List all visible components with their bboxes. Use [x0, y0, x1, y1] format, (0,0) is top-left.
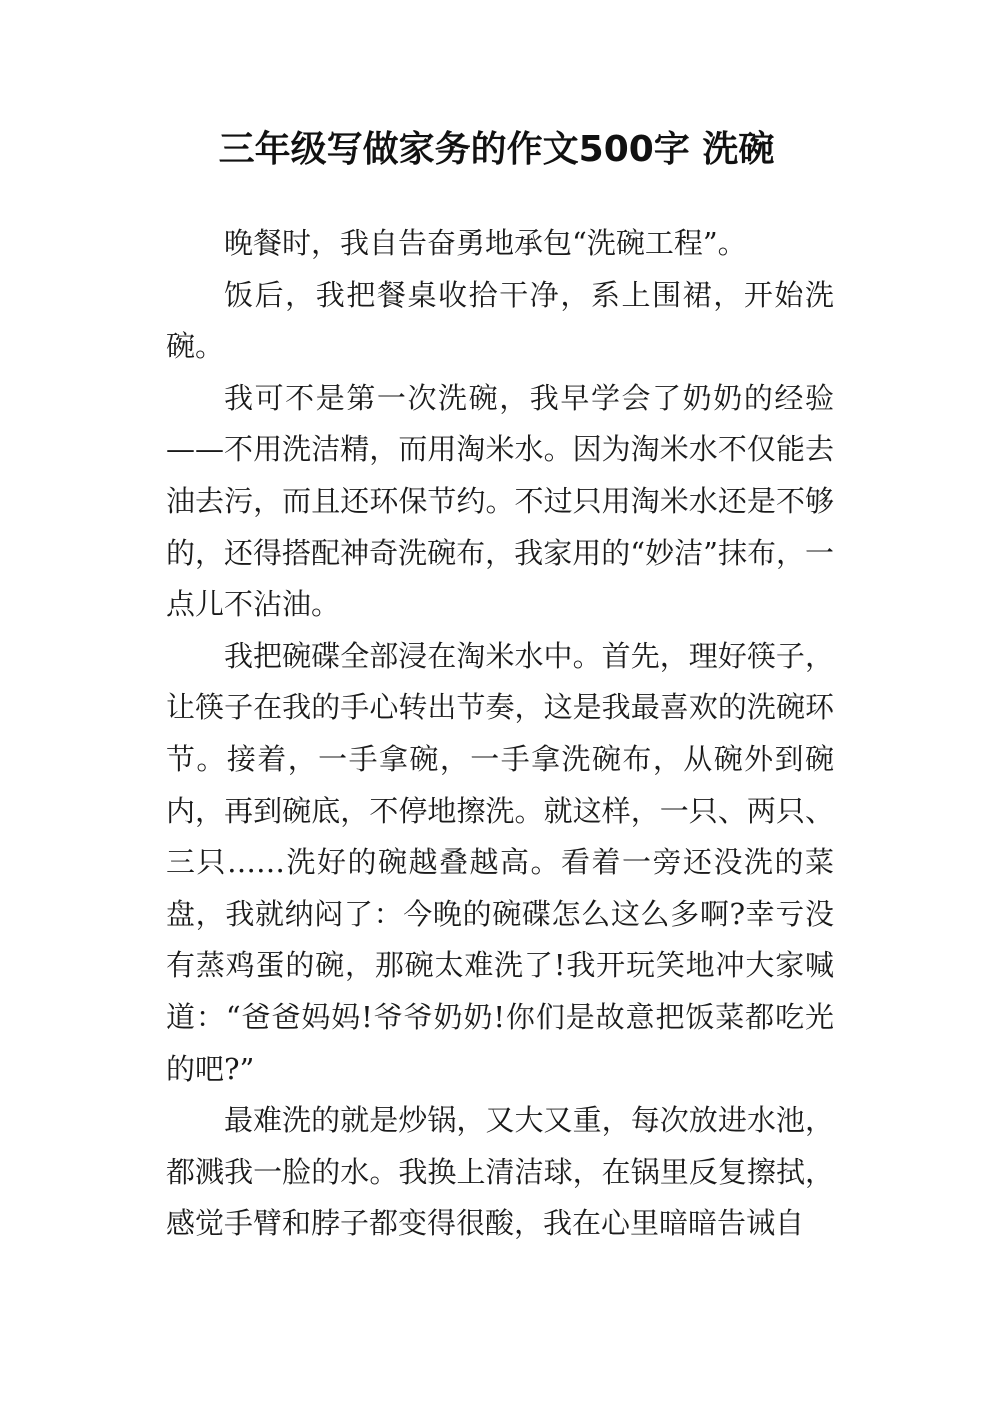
- paragraph: 我可不是第一次洗碗，我早学会了奶奶的经验——不用洗洁精，而用淘米水。因为淘米水不仅能去油去污，而且还环保节约。不过只用淘米水还是不够的，还得搭配神奇洗碗布，我家用的“妙洁”抹布，一点儿不沾油。: [166, 380, 834, 622]
- paragraph: 我把碗碟全部浸在淘米水中。首先，理好筷子，让筷子在我的手心转出节奏，这是我最喜欢的洗碗环节。接着，一手拿碗，一手拿洗碗布，从碗外到碗内，再到碗底，不停地擦洗。就这样，一只、两只、三只……洗好的碗越叠越高。看着一旁还没洗的菜盘，我就纳闷了：今晚的碗碟怎么这么多啊?幸亏没有蒸鸡蛋的碗，那碗太难洗了!我开玩笑地冲大家喊道：“爸爸妈妈!爷爷奶奶!你们是故意把饭菜都吃光的吧?”: [166, 638, 834, 1086]
- document-title: 三年级写做家务的作文500字 洗碗: [218, 129, 775, 170]
- paragraph: 饭后，我把餐桌收拾干净，系上围裙，开始洗碗。: [166, 277, 834, 364]
- document-body: [166, 218, 834, 1250]
- paragraph: 晚餐时，我自告奋勇地承包“洗碗工程”。: [224, 226, 747, 260]
- paragraph: 最难洗的就是炒锅，又大又重，每次放进水池，都溅我一脸的水。我换上清洁球，在锅里反复擦拭，感觉手臂和脖子都变得很酸，我在心里暗暗告诫自: [166, 1103, 834, 1241]
